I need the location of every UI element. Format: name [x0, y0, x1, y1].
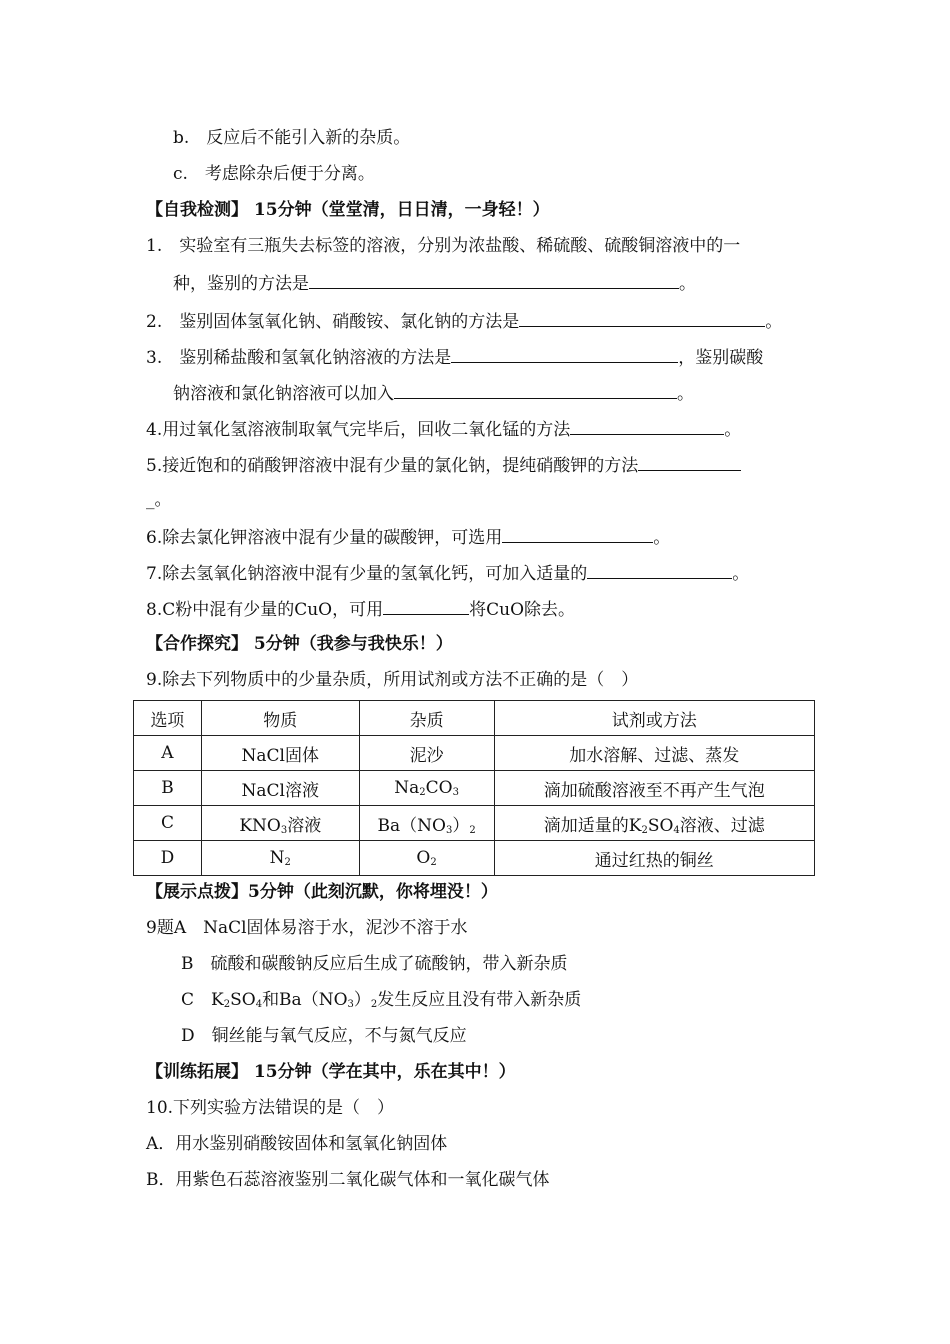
answer-blank[interactable] [309, 270, 679, 289]
answer-9-c [181, 988, 581, 1017]
question-1-cont [173, 270, 696, 296]
table-header: 物质 [201, 701, 359, 736]
table-cell [201, 806, 359, 841]
question-7-text: 7.除去氢氧化钠溶液中混有少量的氢氧化钙，可加入适量的 [146, 564, 588, 584]
question-2-end: 。 [765, 312, 783, 332]
section-display: 【展示点拨】5分钟（此刻沉默，你将埋没！） [146, 882, 498, 902]
question-10: 10.下列实验方法错误的是（ ） [146, 1098, 395, 1118]
formula-part: 和Ba（NO [262, 990, 348, 1010]
question-7-end: 。 [732, 564, 750, 584]
question-5-text: 5.接近饱和的硝酸钾溶液中混有少量的氯化钠，提纯硝酸钾的方法 [146, 456, 639, 476]
answer-blank[interactable] [451, 344, 678, 363]
question-4-end: 。 [724, 420, 742, 440]
question-10-option-b: B．用紫色石蕊溶液鉴别二氧化碳气体和一氧化碳气体 [146, 1170, 550, 1190]
formula-part: C K [181, 990, 224, 1010]
question-5-end: _。 [146, 490, 172, 510]
table-cell: 滴加硫酸溶液至不再产生气泡 [494, 771, 814, 806]
table-cell: 泥沙 [359, 736, 494, 771]
table-cell [494, 806, 814, 841]
answer-9-a: 9题A NaCl固体易溶于水，泥沙不溶于水 [146, 918, 468, 938]
formula-part: 滴加适量的K [543, 815, 642, 836]
question-5 [146, 452, 741, 478]
table-cell: NaCl溶液 [201, 771, 359, 806]
question-4-text: 4.用过氧化氢溶液制取氧气完毕后，回收二氧化锰的方法 [146, 420, 571, 440]
table-cell [359, 771, 494, 806]
question-3-end: 。 [677, 384, 694, 404]
answer-9-d: D 铜丝能与氧气反应，不与氮气反应 [181, 1026, 467, 1046]
question-3-text-b: 钠溶液和氯化钠溶液可以加入 [173, 384, 394, 404]
question-8-end: 将CuO除去。 [469, 600, 576, 620]
answer-blank[interactable] [638, 452, 741, 471]
formula-part: N [269, 848, 285, 868]
formula-part: 发生反应且没有带入新杂质 [377, 990, 582, 1010]
subscript: 2 [223, 999, 231, 1010]
answer-blank[interactable] [519, 308, 765, 327]
question-1-text: 种，鉴别的方法是 [173, 274, 309, 294]
question-6-end: 。 [653, 528, 671, 548]
subscript: 4 [673, 824, 680, 836]
table-cell: C [134, 806, 202, 841]
formula-part: KNO [239, 815, 281, 836]
subscript: 2 [469, 824, 476, 836]
table-row [134, 806, 815, 841]
question-9: 9.除去下列物质中的少量杂质，所用试剂或方法不正确的是（ ） [146, 670, 639, 690]
formula-part: SO [230, 990, 256, 1010]
table-header: 杂质 [359, 701, 494, 736]
formula-part: ） [353, 990, 371, 1010]
table-cell: D [134, 841, 202, 876]
question-3 [146, 344, 763, 370]
question-6-text: 6.除去氯化钾溶液中混有少量的碳酸钾，可选用 [146, 528, 503, 548]
table-cell: 加水溶解、过滤、蒸发 [494, 736, 814, 771]
subscript: 2 [641, 824, 648, 836]
formula-part: Na [394, 778, 420, 798]
impurity-table [133, 700, 815, 876]
question-2 [146, 308, 782, 334]
subscript: 3 [280, 824, 288, 836]
answer-blank[interactable] [383, 596, 469, 615]
table-header: 试剂或方法 [494, 701, 814, 736]
subscript: 2 [370, 999, 378, 1010]
section-self-check: 【自我检测】 15分钟（堂堂清，日日清，一身轻！） [146, 200, 550, 220]
question-4 [146, 416, 741, 442]
question-10-option-a: A．用水鉴别硝酸铵固体和氢氧化钠固体 [146, 1134, 448, 1154]
table-cell: A [134, 736, 202, 771]
table-cell: NaCl固体 [201, 736, 359, 771]
question-3-text: 3. 鉴别稀盐酸和氢氧化钠溶液的方法是 [146, 348, 452, 368]
option-b-line: b. 反应后不能引入新的杂质。 [173, 128, 411, 148]
formula-part: O [416, 848, 431, 868]
option-c-line: c. 考虑除杂后便于分离。 [173, 164, 375, 184]
formula-part: 溶液 [287, 815, 322, 836]
answer-9-b: B 硫酸和碳酸钠反应后生成了硫酸钠，带入新杂质 [181, 954, 568, 974]
subscript: 3 [445, 824, 453, 836]
section-cooperate: 【合作探究】 5分钟（我参与我快乐！） [146, 634, 453, 654]
table-cell [201, 841, 359, 876]
formula-part: ） [452, 815, 470, 836]
question-3-mid: ，鉴别碳酸 [678, 348, 764, 368]
answer-blank[interactable] [394, 380, 677, 399]
subscript: 2 [284, 857, 291, 868]
question-1: 1. 实验室有三瓶失去标签的溶液，分别为浓盐酸、稀硫酸、硫酸铜溶液中的一 [146, 236, 741, 256]
question-6 [146, 524, 670, 550]
formula-part: 溶液、过滤 [679, 815, 765, 836]
table-row [134, 771, 815, 806]
subscript: 4 [255, 999, 263, 1010]
answer-blank[interactable] [587, 560, 732, 579]
table-row [134, 841, 815, 876]
answer-blank[interactable] [570, 416, 724, 435]
subscript: 2 [419, 787, 426, 798]
formula-part: CO [425, 778, 453, 798]
question-1-end: 。 [679, 274, 696, 294]
table-header: 选项 [134, 701, 202, 736]
formula-part: SO [647, 815, 674, 836]
table-cell: 通过红热的铜丝 [494, 841, 814, 876]
formula-part: Ba（NO [377, 815, 446, 836]
table-cell [359, 806, 494, 841]
question-8-text: 8.C粉中混有少量的CuO，可用 [146, 600, 384, 620]
question-8 [146, 596, 575, 622]
answer-blank[interactable] [502, 524, 653, 543]
table-cell [359, 841, 494, 876]
question-2-text: 2. 鉴别固体氢氧化钠、硝酸铵、氯化钠的方法是 [146, 312, 520, 332]
table-cell: B [134, 771, 202, 806]
subscript: 3 [452, 787, 459, 798]
section-training: 【训练拓展】 15分钟（学在其中，乐在其中！） [146, 1062, 516, 1082]
subscript: 3 [347, 999, 354, 1010]
question-7 [146, 560, 749, 586]
table-row [134, 736, 815, 771]
question-3-cont [173, 380, 694, 406]
subscript: 2 [430, 857, 437, 868]
table-header-row [134, 701, 815, 736]
